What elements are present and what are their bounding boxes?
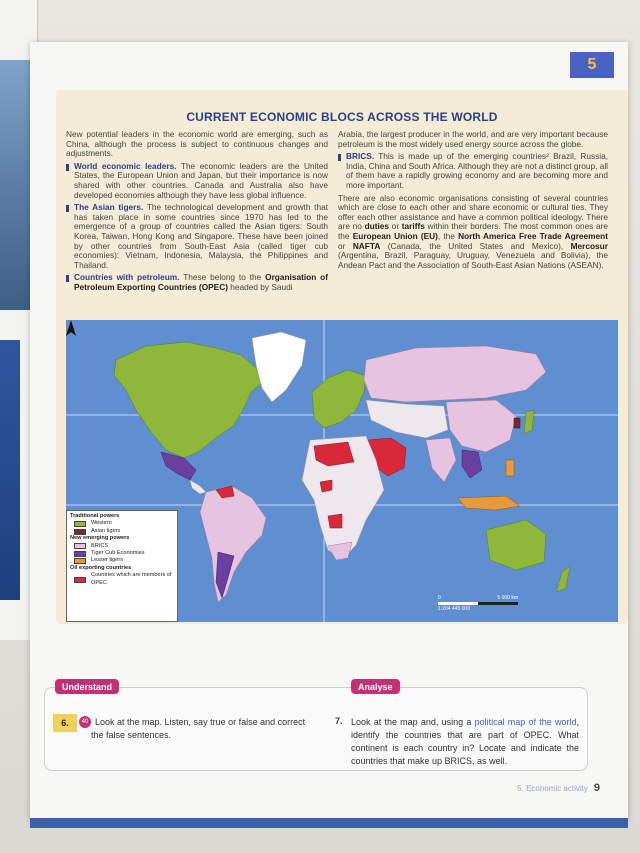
- adjacent-book-cover: [0, 340, 20, 600]
- legend-label-asian-tigers: Asian tigers: [91, 527, 121, 534]
- exercise-7-number: 7.: [335, 716, 343, 726]
- page-footer: [517, 782, 600, 794]
- scale-bar-graphic: [438, 602, 518, 605]
- brics-text: This is made up of the emerging countries² Brazil, Russia, India, China and South Africa. Although they are not a distinct group, all of them have a rapidly growing economy and are becoming more and more important.: [346, 151, 608, 190]
- legend-swatch-opec: [74, 577, 86, 583]
- legend-label-tiger-cub: Tiger Cub Economies: [91, 550, 145, 557]
- legend-row-opec: [70, 572, 174, 587]
- intro-paragraph: New potential leaders in the economic world are emerging, such as China, although the process is subject to continuous changes and adjustments.: [66, 129, 328, 159]
- legend-swatch-brics: [74, 543, 86, 549]
- exercise-6-number: 6.: [53, 714, 77, 732]
- comma-text: ,: [437, 230, 441, 241]
- north-america-land: [114, 342, 266, 458]
- footer-section: 5. Economic activity: [517, 783, 588, 793]
- central-asia-land: [366, 400, 448, 438]
- scale-distance: 5 000 km: [497, 595, 518, 601]
- textbook-page: [30, 42, 628, 820]
- russia-land: [364, 346, 546, 402]
- legend-row-lesser-tigers: [70, 557, 174, 564]
- legend-label-brics: BRICS: [91, 542, 109, 549]
- analyse-tag: Analyse: [351, 679, 400, 694]
- legend-heading-traditional: Traditional powers: [70, 513, 120, 519]
- mexico-land: [161, 452, 196, 480]
- legend-label-opec: Countries which are members of OPEC: [91, 572, 172, 586]
- exercise-6-instructions: Look at the map. Listen, say true or false and correct the false sentences.: [91, 717, 306, 740]
- korea-tiger: [514, 418, 520, 428]
- organisations-paragraph: [338, 194, 608, 271]
- petroleum-text-1: These belong to the: [183, 272, 262, 283]
- new-zealand-land: [556, 566, 570, 592]
- brics-paragraph: [338, 152, 608, 190]
- south-america-land: [200, 486, 266, 602]
- organisations-text-2: within their borders. The most common ones are the: [338, 221, 609, 241]
- legend-row-tiger-cub: [70, 550, 174, 557]
- legend-heading-emerging: New emerging powers: [70, 535, 130, 542]
- mercosur-members: (Argentina, Brazil, Paraguay, Uruguay, Venezuela and Bolivia), the Andean Pact and the Association of South-East Asian Nations (ASEAN).: [338, 250, 608, 270]
- eu-term: European Union (EU): [352, 230, 438, 241]
- north-arrow-icon: [66, 320, 76, 340]
- map-legend: [66, 510, 178, 622]
- indonesia-land: [458, 496, 520, 510]
- exercise-6-text: [91, 716, 313, 742]
- opec-term: Organisation of Petroleum Exporting Countries (OPEC): [74, 272, 328, 292]
- greenland-land: [252, 332, 306, 402]
- china-land: [446, 400, 516, 452]
- petroleum-paragraph: [66, 273, 328, 292]
- text-column-left: [66, 130, 328, 296]
- audio-track-icon: 40: [79, 716, 91, 728]
- world-leaders-heading: World economic leaders.: [74, 160, 177, 171]
- political-map-link[interactable]: political map of the world: [474, 717, 577, 727]
- map-scale: [438, 595, 518, 612]
- exercise-7-text-1: Look at the map and, using a: [351, 717, 472, 727]
- or-text: or: [391, 221, 400, 232]
- central-america-land: [190, 480, 206, 494]
- content-panel: [56, 90, 628, 624]
- australia-land: [486, 520, 546, 570]
- organisations-text-1: There are also economic organisations consisting of several countries which are close to each other and share economic or cultural ties. They offer each other assistance and have a common political ideology. There are no: [338, 192, 608, 232]
- scale-ratio: 1:204 445 000: [438, 606, 470, 612]
- nigeria-opec: [320, 480, 332, 492]
- duties-term: duties: [364, 221, 390, 232]
- exercise-7-text: [351, 716, 579, 768]
- petroleum-text-2: headed by Saudi: [230, 281, 293, 292]
- world-leaders-paragraph: [66, 162, 328, 200]
- petroleum-heading: Countries with petroleum.: [74, 272, 180, 283]
- exercise-7-text-2: , identify the countries that are part of OPEC. What continent is each country in? Locate and indicate the countries that make up BRICS, as well.: [351, 717, 579, 766]
- chapter-badge: 5: [570, 52, 614, 78]
- japan-land: [524, 410, 534, 434]
- text-column-right: [338, 130, 608, 273]
- world-leaders-text: The economic leaders are the United States, the European Union and Japan, but their importance is now shared with other countries. Canada and Australia also have developed economies although they have less global influence.: [74, 160, 329, 200]
- legend-swatch-tiger-cub: [74, 551, 86, 557]
- south-east-asia-land: [462, 450, 482, 478]
- the-text: the: [443, 230, 455, 241]
- adjacent-book-photo: [0, 60, 30, 310]
- legend-heading-oil: Oil exporting countries: [70, 564, 132, 571]
- world-map: [66, 320, 618, 622]
- petroleum-continuation: Arabia, the largest producer in the world, and are very important because petroleum is the most widely used energy source across the globe.: [338, 129, 608, 149]
- legend-row-asian-tigers: [70, 528, 174, 535]
- nafta-members: (Canada, the United States and Mexico),: [387, 240, 564, 251]
- europe-land: [312, 370, 366, 428]
- or-text-2: or: [338, 240, 346, 251]
- india-land: [426, 438, 456, 482]
- legend-swatch-western: [74, 521, 86, 527]
- page-title: CURRENT ECONOMIC BLOCS ACROSS THE WORLD: [186, 110, 498, 124]
- legend-row-western: [70, 520, 174, 527]
- scale-zero: 0: [438, 595, 441, 601]
- legend-label-western: Western: [91, 520, 112, 527]
- angola-opec: [328, 514, 342, 528]
- legend-swatch-asian-tigers: [74, 529, 86, 535]
- nafta-term: North America Free Trade Agreement: [458, 230, 608, 241]
- asian-tigers-paragraph: [66, 203, 328, 270]
- legend-label-lesser-tigers: Lesser tigers: [91, 557, 124, 564]
- mercosur-term: Mercosur: [570, 240, 608, 251]
- page-bottom-band: [30, 818, 628, 828]
- tariffs-term: tariffs: [401, 221, 425, 232]
- nafta-abbr: NAFTA: [352, 240, 381, 251]
- legend-swatch-lesser-tigers: [74, 558, 86, 564]
- legend-row-brics: [70, 543, 174, 550]
- page-number: 9: [593, 782, 600, 794]
- asian-tigers-heading: The Asian tigers.: [74, 202, 144, 213]
- understand-tag: Understand: [55, 679, 119, 694]
- asian-tigers-text: The technological development and growth that has taken place in some countries since 1970 has led to the emergence of a group of countries called the Asian tigers: South Korea, Taiwan, Hong Kong and Singapore. These have been joined by other countries from South-East Asia (called tiger cub economies): Vietnam, Indonesia, Malaysia, the Philippines and Thailand.: [74, 202, 328, 270]
- brics-heading: BRICS.: [346, 151, 375, 162]
- exercise-box: [44, 681, 588, 771]
- philippines-land: [506, 460, 514, 476]
